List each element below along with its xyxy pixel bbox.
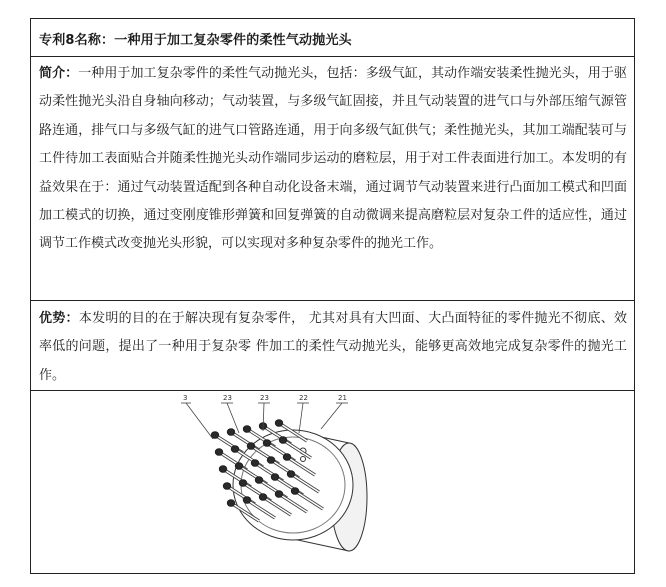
figure-row bbox=[31, 391, 634, 574]
advantage-row bbox=[31, 301, 634, 391]
callout-label: 21 bbox=[338, 394, 347, 402]
polishing-tip bbox=[211, 432, 218, 438]
polishing-tip bbox=[275, 491, 282, 497]
polishing-tip bbox=[271, 474, 278, 480]
polishing-tip bbox=[227, 500, 234, 506]
intro-row bbox=[31, 57, 634, 301]
polishing-tip bbox=[283, 454, 290, 460]
patent-title bbox=[39, 29, 352, 48]
polishing-tip bbox=[243, 426, 250, 432]
callout-label: 3 bbox=[183, 394, 188, 402]
polishing-tip bbox=[243, 497, 250, 503]
polishing-tip bbox=[287, 471, 294, 477]
polishing-tip bbox=[255, 477, 262, 483]
intro-paragraph bbox=[39, 60, 627, 259]
polishing-tip bbox=[223, 483, 230, 489]
polishing-tip bbox=[239, 480, 246, 486]
polishing-tip bbox=[279, 437, 286, 443]
patent-title-label: 专利8名称： bbox=[39, 33, 115, 48]
intro-text: 一种用于加工复杂零件的柔性气动抛光头，包括：多级气缸，其动作端安装柔性抛光头，用于驱动柔性抛光头沿自身轴向移动；气动装置，与多级气缸固接，并且气动装置的进气口与外部压缩气源管路连通，排气口与多级气缸的进气口管路连通，用于向多级气缸供气；柔性抛光头，其加工端配装可与工件待加工表面贴合并随柔性抛光头动作端同步运动的磨粒层，用于对工件表面进行加工。本发明的有益效果在于：通过气动装置适配到各种自动化设备末端，通过调节气动装置来进行凸面加工模式和凹面加工模式的切换，通过变刚度锥形弹簧和回复弹簧的自动微调来提高磨粒层对复杂工件的适应性，通过调节工作模式改变抛光头形貌，可以实现对多种复杂零件的抛光工作。 bbox=[39, 66, 627, 252]
patent-title-row bbox=[31, 19, 634, 57]
polishing-tip bbox=[251, 460, 258, 466]
patent-table bbox=[30, 18, 635, 574]
callout-label: 22 bbox=[299, 394, 308, 402]
callout-label: 23 bbox=[223, 394, 232, 402]
polishing-head-drawing bbox=[31, 391, 634, 574]
intro-label: 简介： bbox=[39, 66, 79, 81]
polishing-tip bbox=[275, 420, 282, 426]
polishing-tip bbox=[291, 488, 298, 494]
polishing-tip bbox=[247, 443, 254, 449]
polishing-tip bbox=[219, 466, 226, 472]
polishing-tip bbox=[231, 446, 238, 452]
polishing-tip bbox=[259, 494, 266, 500]
advantage-text: 本发明的目的在于解决现有复杂零件， 尤其对具有大凹面、大凸面特征的零件抛光不彻底、效率低的问题，提出了一种用于复杂零 件加工的柔性气动抛光头，能够更高效地完成复杂零件的抛光工作。 bbox=[39, 311, 627, 383]
polishing-tip bbox=[235, 463, 242, 469]
advantage-paragraph bbox=[39, 305, 627, 390]
patent-title-text: 一种用于加工复杂零件的柔性气动抛光头 bbox=[114, 33, 352, 48]
polishing-tip bbox=[263, 440, 270, 446]
advantage-label: 优势： bbox=[39, 311, 79, 326]
callout-label: 23 bbox=[260, 394, 269, 402]
polishing-tip bbox=[267, 457, 274, 463]
polishing-tip bbox=[227, 429, 234, 435]
polishing-tip bbox=[215, 449, 222, 455]
